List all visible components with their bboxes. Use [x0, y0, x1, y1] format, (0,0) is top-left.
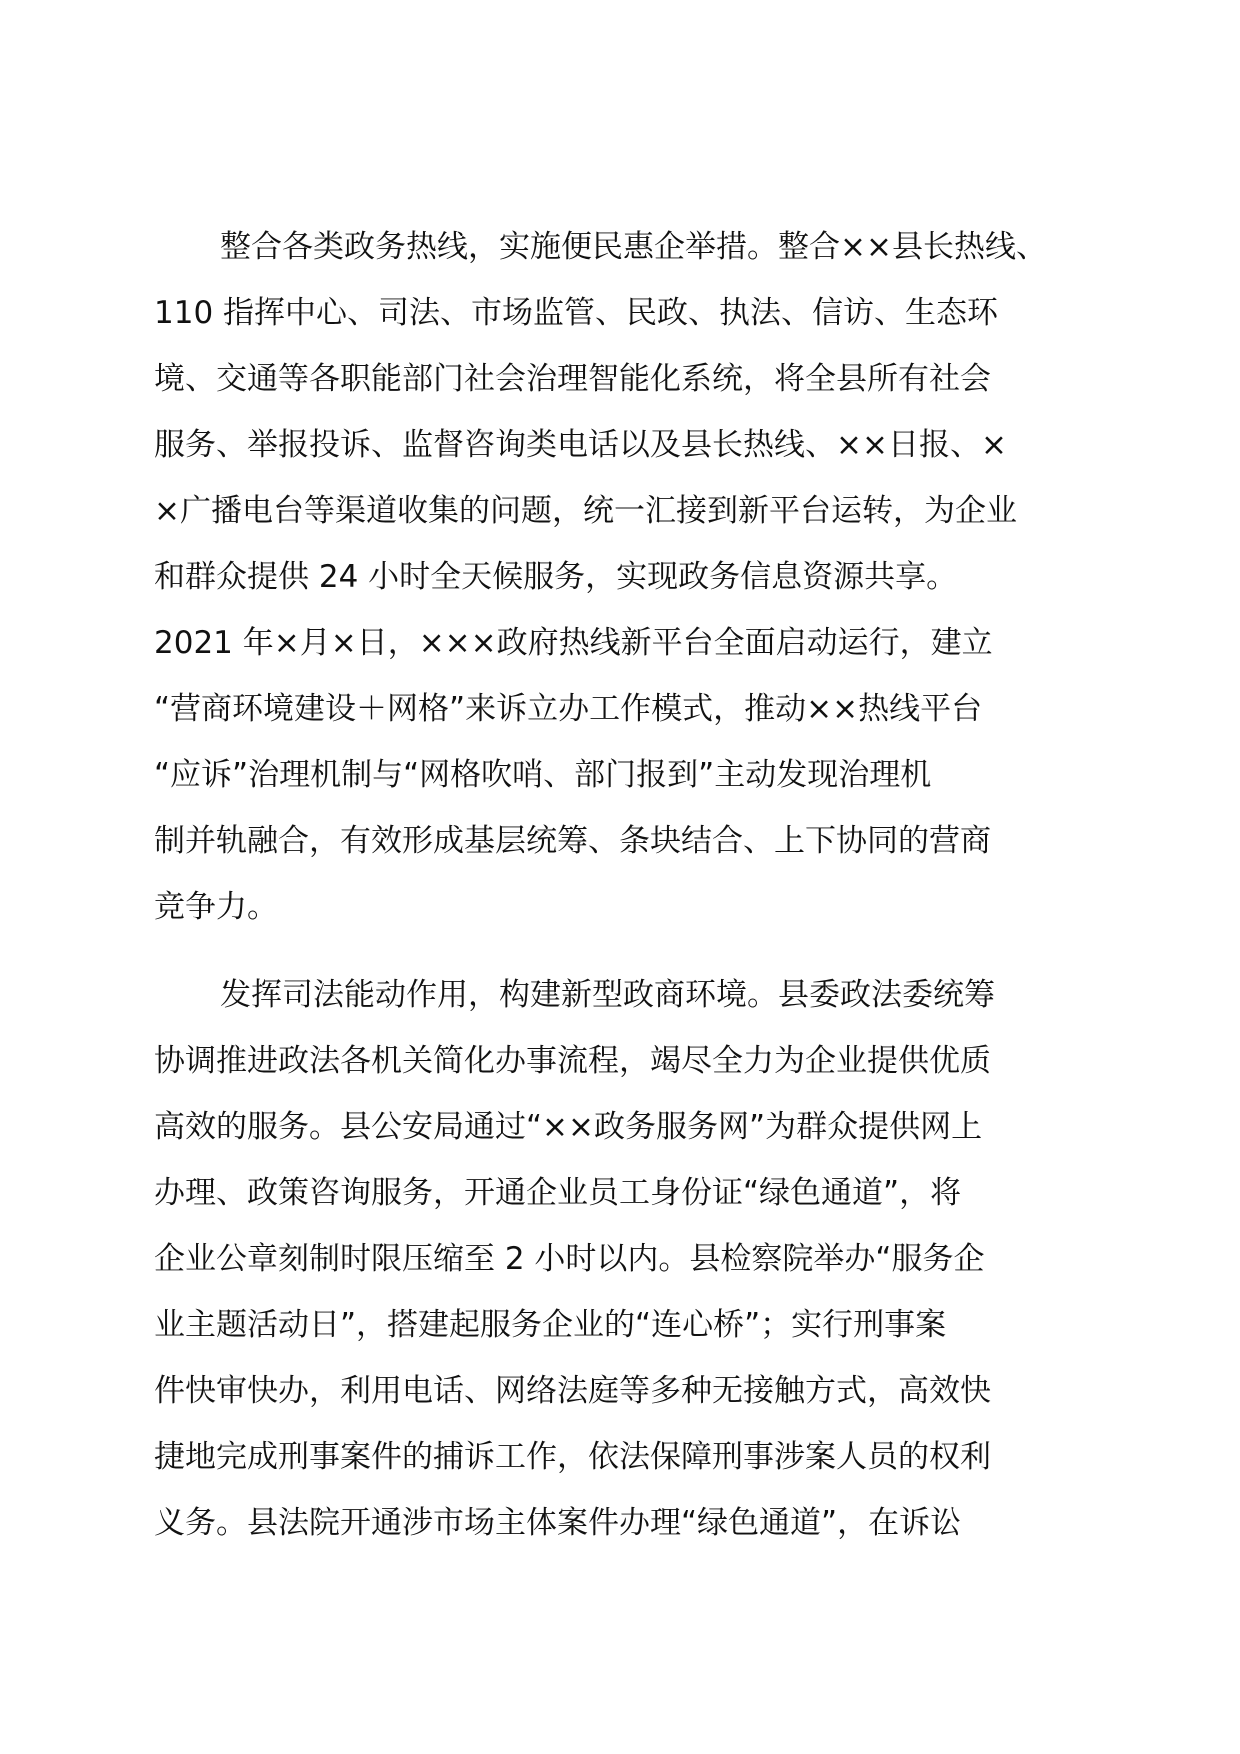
- text-line: 110 指挥中心、司法、市场监管、民政、执法、信访、生态环: [154, 295, 999, 331]
- text-line: 捷地完成刑事案件的捕诉工作，依法保障刑事涉案人员的权利: [154, 1439, 991, 1475]
- text-line: 企业公章刻制时限压缩至 2 小时以内。县检察院举办“服务企: [154, 1241, 985, 1277]
- text-line: 协调推进政法各机关简化办事流程，竭尽全力为企业提供优质: [154, 1043, 991, 1079]
- text-line: 件快审快办，利用电话、网络法庭等多种无接触方式，高效快: [154, 1373, 991, 1409]
- text-line: 发挥司法能动作用，构建新型政商环境。县委政法委统筹: [220, 977, 995, 1013]
- text-line: “营商环境建设＋网格”来诉立办工作模式，推动××热线平台: [154, 691, 983, 727]
- document-body: [154, 214, 1084, 1556]
- text-line: 2021 年×月×日，×××政府热线新平台全面启动运行，建立: [154, 625, 993, 661]
- text-line: ×广播电台等渠道收集的问题，统一汇接到新平台运转，为企业: [154, 493, 1017, 529]
- text-line: 境、交通等各职能部门社会治理智能化系统，将全县所有社会: [154, 361, 991, 397]
- text-line: 竞争力。: [154, 889, 278, 925]
- text-line: 高效的服务。县公安局通过“××政务服务网”为群众提供网上: [154, 1109, 983, 1145]
- text-line: “应诉”治理机制与“网格吹哨、部门报到”主动发现治理机: [154, 757, 932, 793]
- paragraph-judicial-role: [154, 962, 1084, 1556]
- text-line: 和群众提供 24 小时全天候服务，实现政务信息资源共享。: [154, 559, 958, 595]
- text-line: 办理、政策咨询服务，开通企业员工身份证“绿色通道”，将: [154, 1175, 962, 1211]
- text-line: 整合各类政务热线，实施便民惠企举措。整合××县长热线、: [220, 229, 1047, 265]
- text-line: 制并轨融合，有效形成基层统筹、条块结合、上下协同的营商: [154, 823, 991, 859]
- text-line: 业主题活动日”，搭建起服务企业的“连心桥”；实行刑事案: [154, 1307, 947, 1343]
- text-line: 服务、举报投诉、监督咨询类电话以及县长热线、××日报、×: [154, 427, 1007, 463]
- paragraph-hotline-integration: [154, 214, 1084, 940]
- text-line: 义务。县法院开通涉市场主体案件办理“绿色通道”，在诉讼: [154, 1505, 962, 1541]
